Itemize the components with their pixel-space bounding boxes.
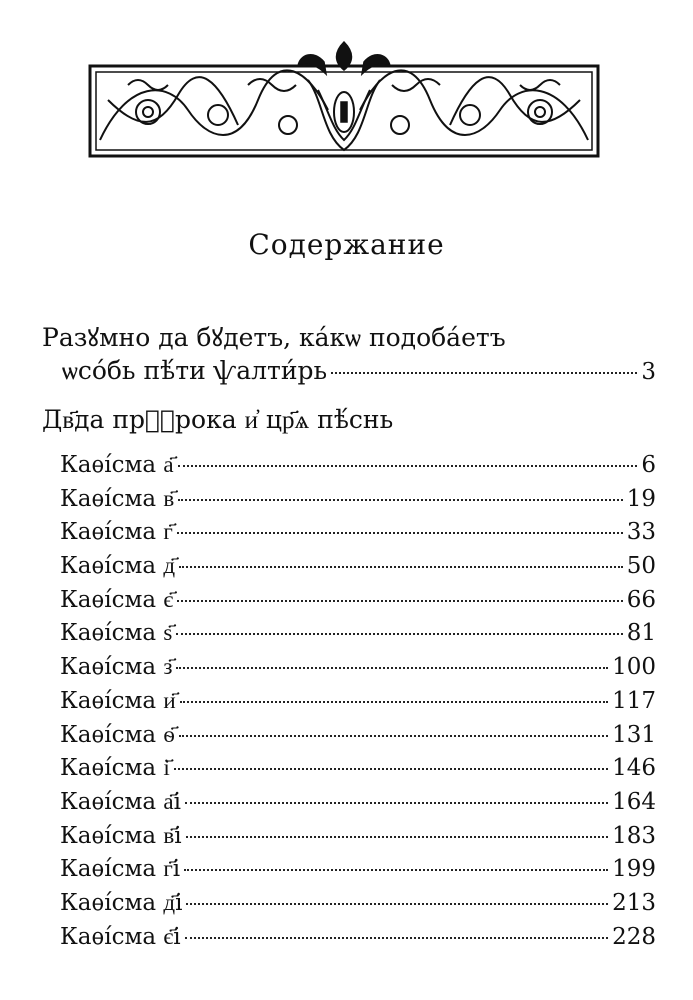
intro-entry-page: 3 <box>641 359 656 385</box>
dot-leader <box>174 768 608 770</box>
dot-leader <box>185 802 608 804</box>
toc-entry-page: 81 <box>626 620 656 647</box>
toc-row-kathisma-11[interactable] <box>60 789 656 823</box>
toc-row-kathisma-4[interactable] <box>60 553 656 587</box>
dot-leader <box>186 836 609 838</box>
toc-row-kathisma-13[interactable] <box>60 856 656 890</box>
toc-row-kathisma-5[interactable] <box>60 587 656 621</box>
toc-row-kathisma-10[interactable] <box>60 755 656 789</box>
toc-entry-page: 228 <box>612 923 656 950</box>
toc-entry-label: Каѳі́сма ѳ҃ <box>60 721 175 748</box>
toc-row-kathisma-14[interactable] <box>60 890 656 924</box>
headpiece-ornament <box>88 40 600 158</box>
toc-row-kathisma-7[interactable] <box>60 654 656 688</box>
toc-entry-page: 6 <box>641 452 656 478</box>
dot-leader <box>184 869 608 871</box>
toc-entry-label: Каѳі́сма в҃ <box>60 485 175 512</box>
toc-entry-label: Каѳі́сма а҃і <box>60 788 181 815</box>
toc-entry-label: Каѳі́сма з҃ <box>60 654 173 681</box>
kathisma-list <box>60 452 656 957</box>
toc-entry-page: 131 <box>612 721 656 748</box>
dot-leader <box>331 372 637 374</box>
dot-leader <box>178 499 622 501</box>
toc-row-kathisma-12[interactable] <box>60 823 656 857</box>
toc-row-kathisma-9[interactable] <box>60 722 656 756</box>
toc-entry-label: Каѳі́сма ѕ҃ <box>60 620 173 647</box>
toc-entry-label: Каѳі́сма г҃і <box>60 856 181 883</box>
toc-row-kathisma-2[interactable] <box>60 486 656 520</box>
toc-row-kathisma-15[interactable] <box>60 924 656 958</box>
dot-leader <box>177 532 623 534</box>
toc-entry-page: 199 <box>612 856 656 883</box>
dot-leader <box>178 465 638 467</box>
intro-entry-line2: ѡсо́бь пѣ́ти ѱалти́рь <box>62 356 328 385</box>
toc-row-kathisma-1[interactable] <box>60 452 656 486</box>
toc-entry-label: Каѳі́сма є҃і <box>60 923 181 950</box>
toc-entry-page: 183 <box>612 822 656 849</box>
toc-entry-label: Каѳі́сма і҃ <box>60 755 170 782</box>
toc-entry-label: Каѳі́сма и҃ <box>60 687 176 714</box>
toc-row-kathisma-6[interactable] <box>60 620 656 654</box>
dot-leader <box>185 937 609 939</box>
toc-entry-label: Каѳі́сма в҃і <box>60 822 182 849</box>
toc-entry-page: 146 <box>612 755 656 782</box>
dot-leader <box>179 735 608 737</box>
toc-entry-page: 100 <box>612 654 656 681</box>
toc-entry-label: Каѳі́сма д҃ <box>60 553 176 580</box>
dot-leader <box>176 633 622 635</box>
toc-entry-page: 213 <box>612 889 656 916</box>
toc-entry-page: 33 <box>626 519 656 546</box>
toc-entry-page: 164 <box>612 788 656 815</box>
toc-entry-page: 66 <box>626 586 656 613</box>
toc-entry-label: Каѳі́сма д҃і <box>60 889 183 916</box>
dot-leader <box>179 566 623 568</box>
toc-entry-label: Каѳі́сма а҃ <box>60 452 174 478</box>
toc-entry-label: Каѳі́сма г҃ <box>60 519 173 546</box>
toc-row-kathisma-3[interactable] <box>60 519 656 553</box>
toc-entry-page: 117 <box>612 687 656 714</box>
intro-entry-row[interactable] <box>62 356 656 386</box>
toc-entry-page: 19 <box>626 485 656 512</box>
section-heading: Дв҃да прⷪ҇рока и҆ цр҃ѧ пѣ́снь <box>42 405 394 434</box>
dot-leader <box>176 667 608 669</box>
toc-entry-page: 50 <box>626 553 656 580</box>
dot-leader <box>186 903 608 905</box>
toc-entry-label: Каѳі́сма є҃ <box>60 586 174 613</box>
dot-leader <box>177 600 622 602</box>
dot-leader <box>180 701 608 703</box>
intro-entry-line1: Разꙋмно да бꙋдетъ, ка́кѡ подоба́етъ <box>42 323 506 352</box>
toc-row-kathisma-8[interactable] <box>60 688 656 722</box>
page-title: Содержание <box>248 228 445 261</box>
